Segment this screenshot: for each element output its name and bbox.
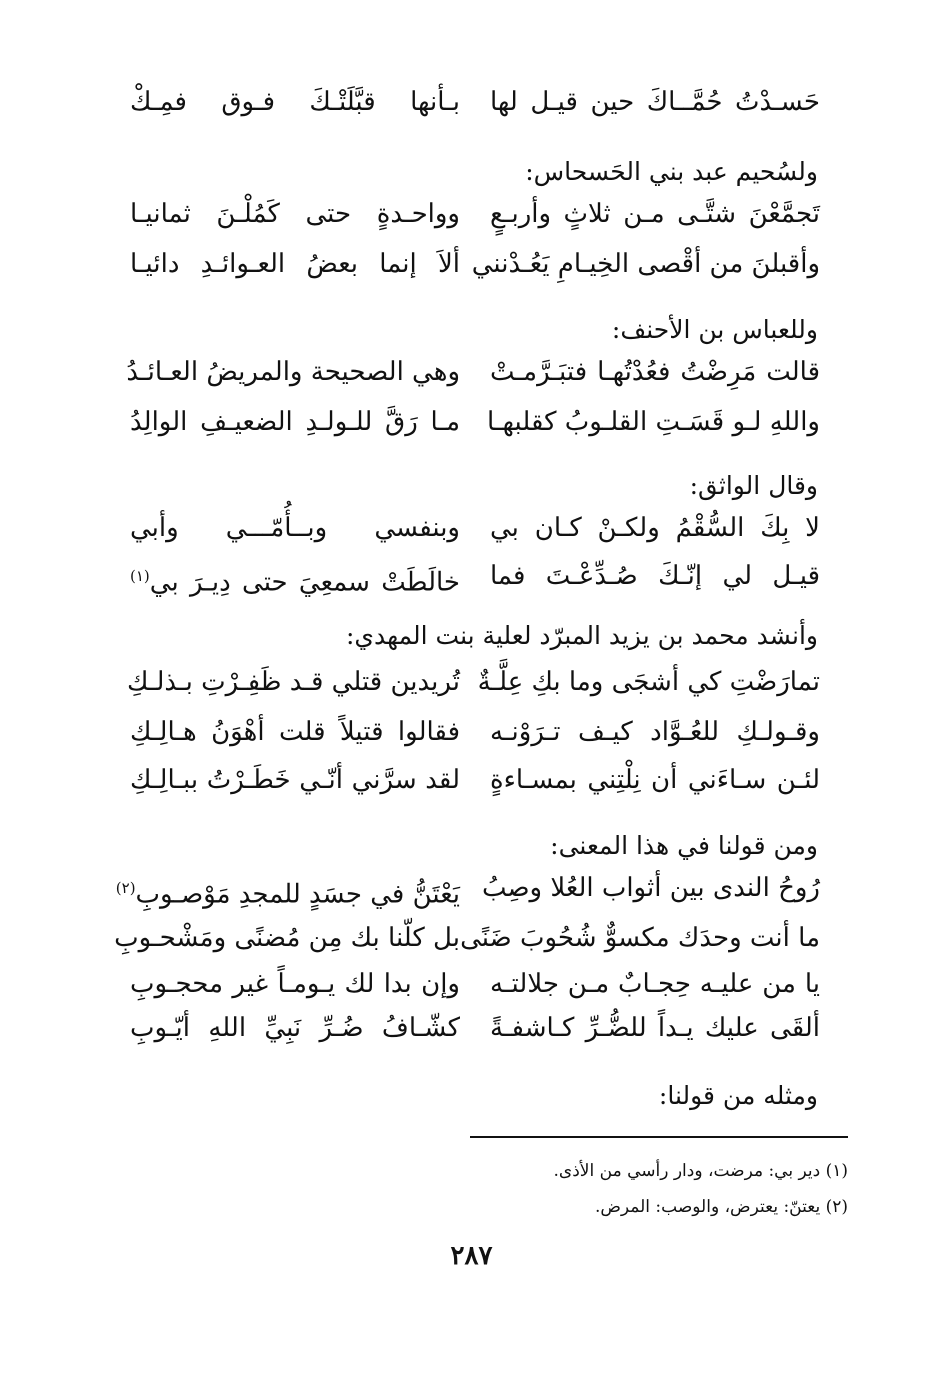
verse-right-hemistich: رُوحُ الندى بين أثواب العُلا وصِبُ — [481, 873, 820, 903]
verse-left-hemistich: لقد سرَّني أنّـي خَطَـرْتُ ببـالِـكِ — [130, 765, 460, 795]
verse-line — [120, 756, 820, 804]
verse-left-hemistich: ألاَ إنما بعضُ العـوائـدِ دائيـا — [130, 249, 460, 279]
verse-right-hemistich: حَسـدْتُ حُمَّــاكَ حين قيـل لها — [490, 87, 820, 117]
verse-line — [120, 1004, 820, 1052]
verse-right-hemistich: وقـولـكِ للعُـوَّاد كيـف تـرَوْنـه — [490, 717, 820, 747]
verse-right-hemistich: واللهِ لـو قَسَـتِ القلـوبُ كقلبهـا — [487, 407, 820, 437]
verse-left-hemistich: بـأنها قبَّلَتْـكَ فـوق فمِـكْ — [130, 87, 460, 117]
verse-left-hemistich: وواحـدةٍ حتى كَمُلْـنَ ثمانيـا — [130, 199, 460, 229]
verse-left-hemistich: وهي الصحيحة والمريضُ العـائـدُ — [126, 357, 460, 387]
poem-intro: وأنشد محمد بن يزيد المبرّد لعلية بنت المهدي: — [345, 621, 818, 650]
verse-right-hemistich: قالت مَرِضْتُ فعُدْتُهـا فتبَـرَّمـتْ — [490, 357, 820, 387]
verse-line — [120, 960, 820, 1008]
page-number: ٢٨٧ — [450, 1241, 493, 1271]
verse-line — [120, 348, 820, 396]
footnote: (٢) يعتنّ: يعترض، والوصب: المرض. — [594, 1197, 848, 1217]
footnote-ref: (٢) — [115, 879, 136, 897]
verse-line — [120, 190, 820, 238]
verse-line — [120, 240, 820, 288]
verse-text: يَعْتَنُّ في جسَدٍ للمجدِ مَوْصـوبِ — [135, 879, 460, 910]
footnote: (١) دير بي: مرضت، ودار رأسي من الأذى. — [553, 1161, 848, 1181]
verse-line — [115, 864, 820, 912]
poem-intro: ومن قولنا في هذا المعنى: — [550, 831, 818, 860]
verse-line — [114, 914, 820, 962]
verse-left-hemistich: كشّـافُ ضُـرِّ نَبِيِّ اللهِ أيّـوبِ — [130, 1013, 460, 1043]
verse-line — [120, 552, 820, 600]
verse-left-hemistich: تُريدين قتلي قـد ظَفِـرْتِ بـذلـكِ — [126, 667, 460, 697]
verse-right-hemistich: لئـن سـاءَني أن نِلْتِني بمسـاءةٍ — [490, 765, 820, 795]
verse-left-hemistich: وبنفسي وبــأُمّـــي وأبي — [130, 513, 460, 543]
verse-text: خالَطَتْ سمعِيَ حتى دِيـرَ بي — [149, 567, 460, 598]
verse-right-hemistich: ما أنت وحدَك مكسوٌّ شُحُوبَ ضَنًى — [460, 923, 820, 953]
verse-line — [120, 504, 820, 552]
verse-left-hemistich — [115, 864, 460, 912]
poem-intro: ومثله من قولنا: — [658, 1081, 818, 1110]
poem-intro: ولسُحيم عبد بني الحَسحاس: — [525, 157, 818, 186]
verse-line — [120, 658, 820, 706]
verse-left-hemistich: وإن بدا لك يـومـاً غير محجـوبِ — [130, 969, 460, 999]
verse-right-hemistich: قيـل لي إنّـكَ صُـدِّعْـتَ فما — [490, 561, 820, 591]
footnote-ref: (١) — [130, 567, 150, 585]
verse-right-hemistich: يا من عليـه حِجـابٌ مـن جلالتـه — [490, 969, 820, 999]
poem-intro: وللعباس بن الأحنف: — [611, 315, 818, 344]
verse-right-hemistich: ألقَى عليك يـداً للضُّـرِّ كـاشفـةً — [490, 1013, 820, 1043]
verse-left-hemistich — [130, 552, 460, 600]
verse-left-hemistich: مـا رَقَّ للـولـدِ الضعيـفِ الوالِدُ — [130, 407, 460, 437]
verse-right-hemistich: وأقبلنَ من أقْصى الخِيـامِ يَعُـدْنني — [471, 249, 820, 279]
verse-line — [120, 398, 820, 446]
footnote-divider — [470, 1136, 848, 1138]
verse-left-hemistich: فقالوا قتيلاً قلت أهْوَنُ هـالِـكِ — [130, 717, 460, 747]
verse-right-hemistich: تمارَضْتِ كي أشجَى وما بكِ عِلَّـةٌ — [477, 667, 820, 697]
verse-right-hemistich: تَجمَّعْنَ شتَّـى مـن ثلاثٍ وأربـعٍ — [490, 199, 820, 229]
poem-intro: وقال الواثق: — [689, 471, 818, 500]
verse-left-hemistich: بل كلّنا بك مِن مُضنًى ومَشْحـوبِ — [114, 923, 460, 953]
verse-right-hemistich: لا بِكَ السُّقْمُ ولكـنْ كـان بي — [490, 513, 820, 543]
verse-line — [120, 708, 820, 756]
verse-line — [120, 78, 820, 126]
